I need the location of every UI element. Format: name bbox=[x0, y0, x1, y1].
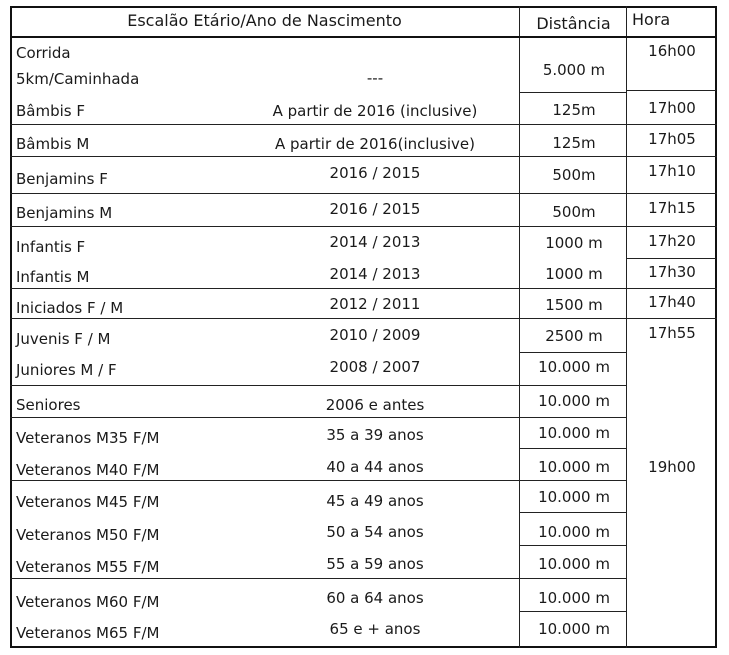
category-cell: 5km/Caminhada bbox=[16, 70, 140, 88]
category-cell: Veteranos M65 F/M bbox=[16, 624, 160, 642]
distance-cell: 10.000 m bbox=[538, 458, 610, 476]
hour-cell: 17h15 bbox=[648, 199, 696, 217]
row-separator bbox=[10, 288, 717, 289]
year-cell: 55 a 59 anos bbox=[326, 555, 424, 573]
year-cell: 2016 / 2015 bbox=[329, 164, 421, 182]
distance-cell: 125m bbox=[552, 134, 596, 152]
row-separator bbox=[10, 578, 627, 579]
header-hour: Hora bbox=[632, 10, 671, 29]
distance-cell: 1000 m bbox=[545, 265, 603, 283]
hour-cell: 17h55 bbox=[648, 324, 696, 342]
category-cell: Seniores bbox=[16, 396, 81, 414]
category-cell: Bâmbis F bbox=[16, 102, 85, 120]
distance-cell: 2500 m bbox=[545, 327, 603, 345]
distance-cell: 10.000 m bbox=[538, 392, 610, 410]
distance-cell: 500m bbox=[552, 203, 596, 221]
row-separator bbox=[10, 417, 627, 418]
distance-cell: 10.000 m bbox=[538, 555, 610, 573]
distance-cell: 5.000 m bbox=[542, 61, 606, 79]
row-separator bbox=[10, 193, 717, 194]
header-distance: Distância bbox=[536, 14, 611, 33]
category-cell: Iniciados F / M bbox=[16, 299, 124, 317]
category-cell: Infantis M bbox=[16, 268, 90, 286]
year-cell: 2008 / 2007 bbox=[329, 358, 421, 376]
category-cell: Juvenis F / M bbox=[16, 330, 111, 348]
year-cell: 60 a 64 anos bbox=[326, 589, 424, 607]
hour-cell: 17h20 bbox=[648, 232, 696, 250]
distance-cell: 10.000 m bbox=[538, 358, 610, 376]
year-cell: 2010 / 2009 bbox=[329, 326, 421, 344]
row-separator bbox=[10, 480, 627, 481]
row-separator bbox=[519, 448, 627, 449]
hour-cell: 16h00 bbox=[648, 42, 696, 60]
year-cell: 45 a 49 anos bbox=[326, 492, 424, 510]
distance-cell: 10.000 m bbox=[538, 424, 610, 442]
row-separator bbox=[519, 545, 627, 546]
row-separator bbox=[519, 611, 627, 612]
category-cell: Veteranos M35 F/M bbox=[16, 429, 160, 447]
year-cell: 65 e + anos bbox=[329, 620, 421, 638]
category-cell: Bâmbis M bbox=[16, 135, 90, 153]
year-cell: 2014 / 2013 bbox=[329, 233, 421, 251]
year-cell: 2012 / 2011 bbox=[329, 295, 421, 313]
year-cell: 35 a 39 anos bbox=[326, 426, 424, 444]
hour-cell: 19h00 bbox=[648, 458, 696, 476]
hour-cell: 17h05 bbox=[648, 130, 696, 148]
year-cell: 40 a 44 anos bbox=[326, 458, 424, 476]
year-cell: 2016 / 2015 bbox=[329, 200, 421, 218]
table-left-border bbox=[10, 6, 12, 648]
year-cell: 2006 e antes bbox=[325, 396, 425, 414]
category-cell: Veteranos M55 F/M bbox=[16, 558, 160, 576]
hour-cell: 17h00 bbox=[648, 99, 696, 117]
category-cell: Veteranos M40 F/M bbox=[16, 461, 160, 479]
row-separator bbox=[10, 156, 717, 157]
category-cell: Benjamins M bbox=[16, 204, 113, 222]
category-cell: Benjamins F bbox=[16, 170, 108, 188]
year-cell: --- bbox=[366, 69, 384, 87]
table-bottom-border bbox=[10, 646, 717, 648]
distance-cell: 1000 m bbox=[545, 234, 603, 252]
category-cell: Veteranos M50 F/M bbox=[16, 526, 160, 544]
header-separator bbox=[10, 36, 717, 38]
category-cell: Veteranos M60 F/M bbox=[16, 593, 160, 611]
distance-cell: 125m bbox=[552, 101, 596, 119]
row-separator bbox=[519, 352, 627, 353]
row-separator bbox=[519, 512, 627, 513]
category-cell: Infantis F bbox=[16, 238, 86, 256]
row-separator bbox=[10, 226, 717, 227]
hour-cell: 17h10 bbox=[648, 162, 696, 180]
row-separator bbox=[10, 124, 717, 125]
category-cell: Corrida bbox=[16, 44, 71, 62]
schedule-table bbox=[10, 6, 717, 648]
distance-cell: 10.000 m bbox=[538, 523, 610, 541]
year-cell: A partir de 2016(inclusive) bbox=[275, 135, 475, 153]
category-cell: Veteranos M45 F/M bbox=[16, 493, 160, 511]
year-cell: 50 a 54 anos bbox=[326, 523, 424, 541]
distance-cell: 500m bbox=[552, 166, 596, 184]
hour-cell: 17h40 bbox=[648, 293, 696, 311]
row-separator bbox=[10, 385, 627, 386]
year-cell: 2014 / 2013 bbox=[329, 265, 421, 283]
distance-cell: 10.000 m bbox=[538, 488, 610, 506]
row-separator bbox=[519, 92, 627, 93]
table-top-border bbox=[10, 6, 717, 8]
category-cell: Juniores M / F bbox=[16, 361, 117, 379]
year-cell: A partir de 2016 (inclusive) bbox=[272, 102, 478, 120]
row-separator bbox=[10, 318, 717, 319]
hour-cell: 17h30 bbox=[648, 263, 696, 281]
distance-cell: 10.000 m bbox=[538, 589, 610, 607]
row-separator bbox=[626, 258, 716, 259]
distance-cell: 1500 m bbox=[545, 296, 603, 314]
distance-cell: 10.000 m bbox=[538, 620, 610, 638]
row-separator bbox=[626, 90, 716, 91]
header-category-year: Escalão Etário/Ano de Nascimento bbox=[127, 11, 402, 30]
